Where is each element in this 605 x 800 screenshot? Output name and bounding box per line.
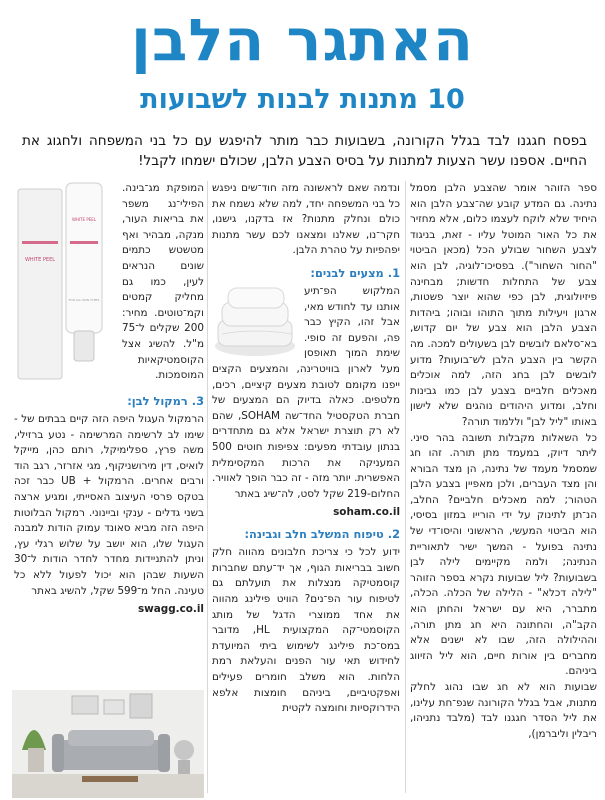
body-paragraph: כל השאלות מקבלות תשובה בהר סיני. ליתר דיוק, במעמד מתן תורה. זהו חג שמסמל מעמד של נתינה, הן מצד הבורא והן מצד העברים, ולכן מאפיין בצבע הלבן הטהור; למה מאכלים חלביים? החלב, הנ־תן לתינוק על ידי הורייו במזון בסיסי, הוא הביטוי המעשי, הראשוני והיסו־די של נתינה בפועל - המשך ישיר לתאוריית הנתינה; ולמה מקיימים לילה לבן בשבועות? ליל שבועות נקרא בספר הזוהר "לילה דכלא" - הלילה של הכלה. הכלה, מתברר, היא עם ישראל והחתן הוא הקב"ה, והחתונה היא חג מתן תורה, וההילולה הזה, שבו לא ישנים אלא מחברים בין אורות חיים, הוא ליל הזיווג ביניהם. (410, 431, 597, 678)
body-paragraph: המופקת מג־בינה. הפילי־נג משפר את בריאות העור, מנקה, מבהיר ואף מטשטש כתמים שונים הנראים לעין, כמו גם מחליק קמטים וקמ־טוטים. מחיר: 200 שקלים ל־75 מ"ל. להשיג אצל הקוסמטיקאיות המוסמכות. (122, 182, 204, 382)
body-paragraph: ונדמה שאם לראשונה מזה חוד־שים ניפגש כל בני המשפחה יחד, למה שלא נשמח את כולם ונחלק מתנות? אז בדקנו, גישנו, חקר־נו, שאלנו ומצאנו לכם עשר מתנות יפהפיות על טהרת הלבן. (212, 182, 400, 257)
product-tube-footer: FOR ALL SKIN TYPES (68, 298, 100, 302)
page-subtitle: 10 מתנות לבנות לשבועות (140, 84, 465, 115)
section-text-speaker: הרמקול העגול היפה הזה קיים בבתים של - שימו לב לרשימה המרשימה - נטע ברזילי, משה פרץ, ספלימיקל, רותם כהן, מייקל לואיס, דין מירושניקוף, מגי אזרזר, רגב הוד ורבים אחרים. הרמקול + UB כבר זכה בטקס פרסי העיצוב האסייתי, ומגיע ארצה בשני גדלים - ענקי וביינוני. רמקול הבלוטות היפה הזה מביא סאונד עמוק הודות למבנה העגול שלו, הוא יושב על שלוש רגלי עץ, וניתן להתניידות מחדר לחדר הודות ל־30 השעות שבהן הוא יכול לפעול ללא כל טעינה. החל מ־599 שקל, להשיג באתר (14, 413, 204, 597)
intro-paragraph: בפסח חגגנו לבד בגלל הקורונה, בשבועות כבר מותר להיפגש עם כל בני המשפחה ולחגוג את החיים. אספנו עשר הצעות למתנות על בסיס הצבע הלבן, שכולם ישמחו לקבל! (22, 133, 587, 169)
section-heading-speaker: 3. רמקול לבן: (127, 394, 204, 408)
section-text-bedding: המלקוש הפ־תיע אותנו עד לחודש מאי, אבל זהו, הקיץ כבר פה, והפעם זה סופי. שימת המוך תאופסן מעל לארון בוויטרינה, והמצעים הקצים ייפנו מקומם לטובת מצעים קיציים, רכים, מלטפים. כאלה בדיוק הם המצעים של חברת הטקסטיל החד־שה SOHAM, שהם לא רק תוצרת ישראל אלא גם מתחדרים בנתון עובדתי מפעים: צפיפות חוטים 500 המעניקה את הרכות המקסימלית האפשרית. יותר מזה - זה כבר הופך לאוויר. החלום-219 שקל לסט, לה־שיג באתר (212, 284, 400, 500)
column-divider (405, 181, 406, 793)
living-room-image (12, 690, 204, 798)
page-title: האתגר הלבן (131, 6, 474, 74)
product-image (14, 181, 116, 391)
column-divider (207, 181, 208, 793)
column-right (410, 181, 597, 799)
column-middle (212, 181, 400, 799)
section-text-skincare: ידוע לכל כי צריכת חלבונים מהווה חלק חשוב בבריאות הגוף, אך יד־עתם שחברות קוסמטיקה מנצלות את תועלתם גם לטיפוח עור הפ־נים? הוויט פילינג מהווה את אחד ממוצרי הדגל של מותג הקוסמטי־קה המקצועית HL, מדובר במס־כת פילינג לשימוש ביתי המיועדת לחידוש תאי עור הפנים והעלאת רמת הלחות. הוא משלב חומרים פעילים ואפקטיביים, ביניהם חומצות אלפא הידרוקסיות וחומצה לקטית (212, 546, 400, 715)
pillows-image (212, 284, 298, 358)
product-box-label: WHITE PEEL (24, 257, 56, 263)
body-paragraph: ספר הזוהר אומר שהצבע הלבן מסמל נתינה. גם המדע קובע שה־צבע הלבן הוא היחיד שלא לוקח לעצמו כלום, אלא מחזיר את כל האור המוטל עליו - זאת, בניגוד לצבע השחור שבולע הכל (מכאן הביטוי "החור השחור"). בפסיכו־לוגיה, לבן הוא צבע של התחלות חדשות; מבחינה פיזיולוגית, לבן כפי שהוא יוצר פשטות, ארגון ויעילות מתוך התוהו ובוהו; ביהדות הצבע הלבן הוא צבע של יום קדוש, בא־סלאם לובשים לבן בשעולים למכה. מה הקשר בין הצבע הלבן לש־בועות? מדוע לובשים לבן בחג הזה, למה אוכלים מאכלים חלביים בצבע לבן כמו גבינות וחלב, ומדוע היהודים נוהגים שלא לישון באותו "ליל לבן" וללמוד תורה? (410, 182, 597, 428)
section-heading-bedding: 1. מצעים לבנים: (310, 265, 400, 280)
body-paragraph: שבועות הוא לא חג שבו נהוג לחלק מתנות, אבל בגלל הקורונה שנפ־חת עלינו, את ליל הסדר חגגנו לבד (מלבד נתניהו, ריבלין וליברמן), (410, 681, 597, 740)
site-link-swagg[interactable]: swagg.co.il (138, 603, 204, 616)
site-link-soham[interactable]: soham.co.il (333, 506, 400, 519)
section-heading-skincare: 2. טיפוח המשלב חלב וגבינה: (244, 527, 400, 542)
product-tube-label: WHITE PEEL (71, 217, 97, 222)
